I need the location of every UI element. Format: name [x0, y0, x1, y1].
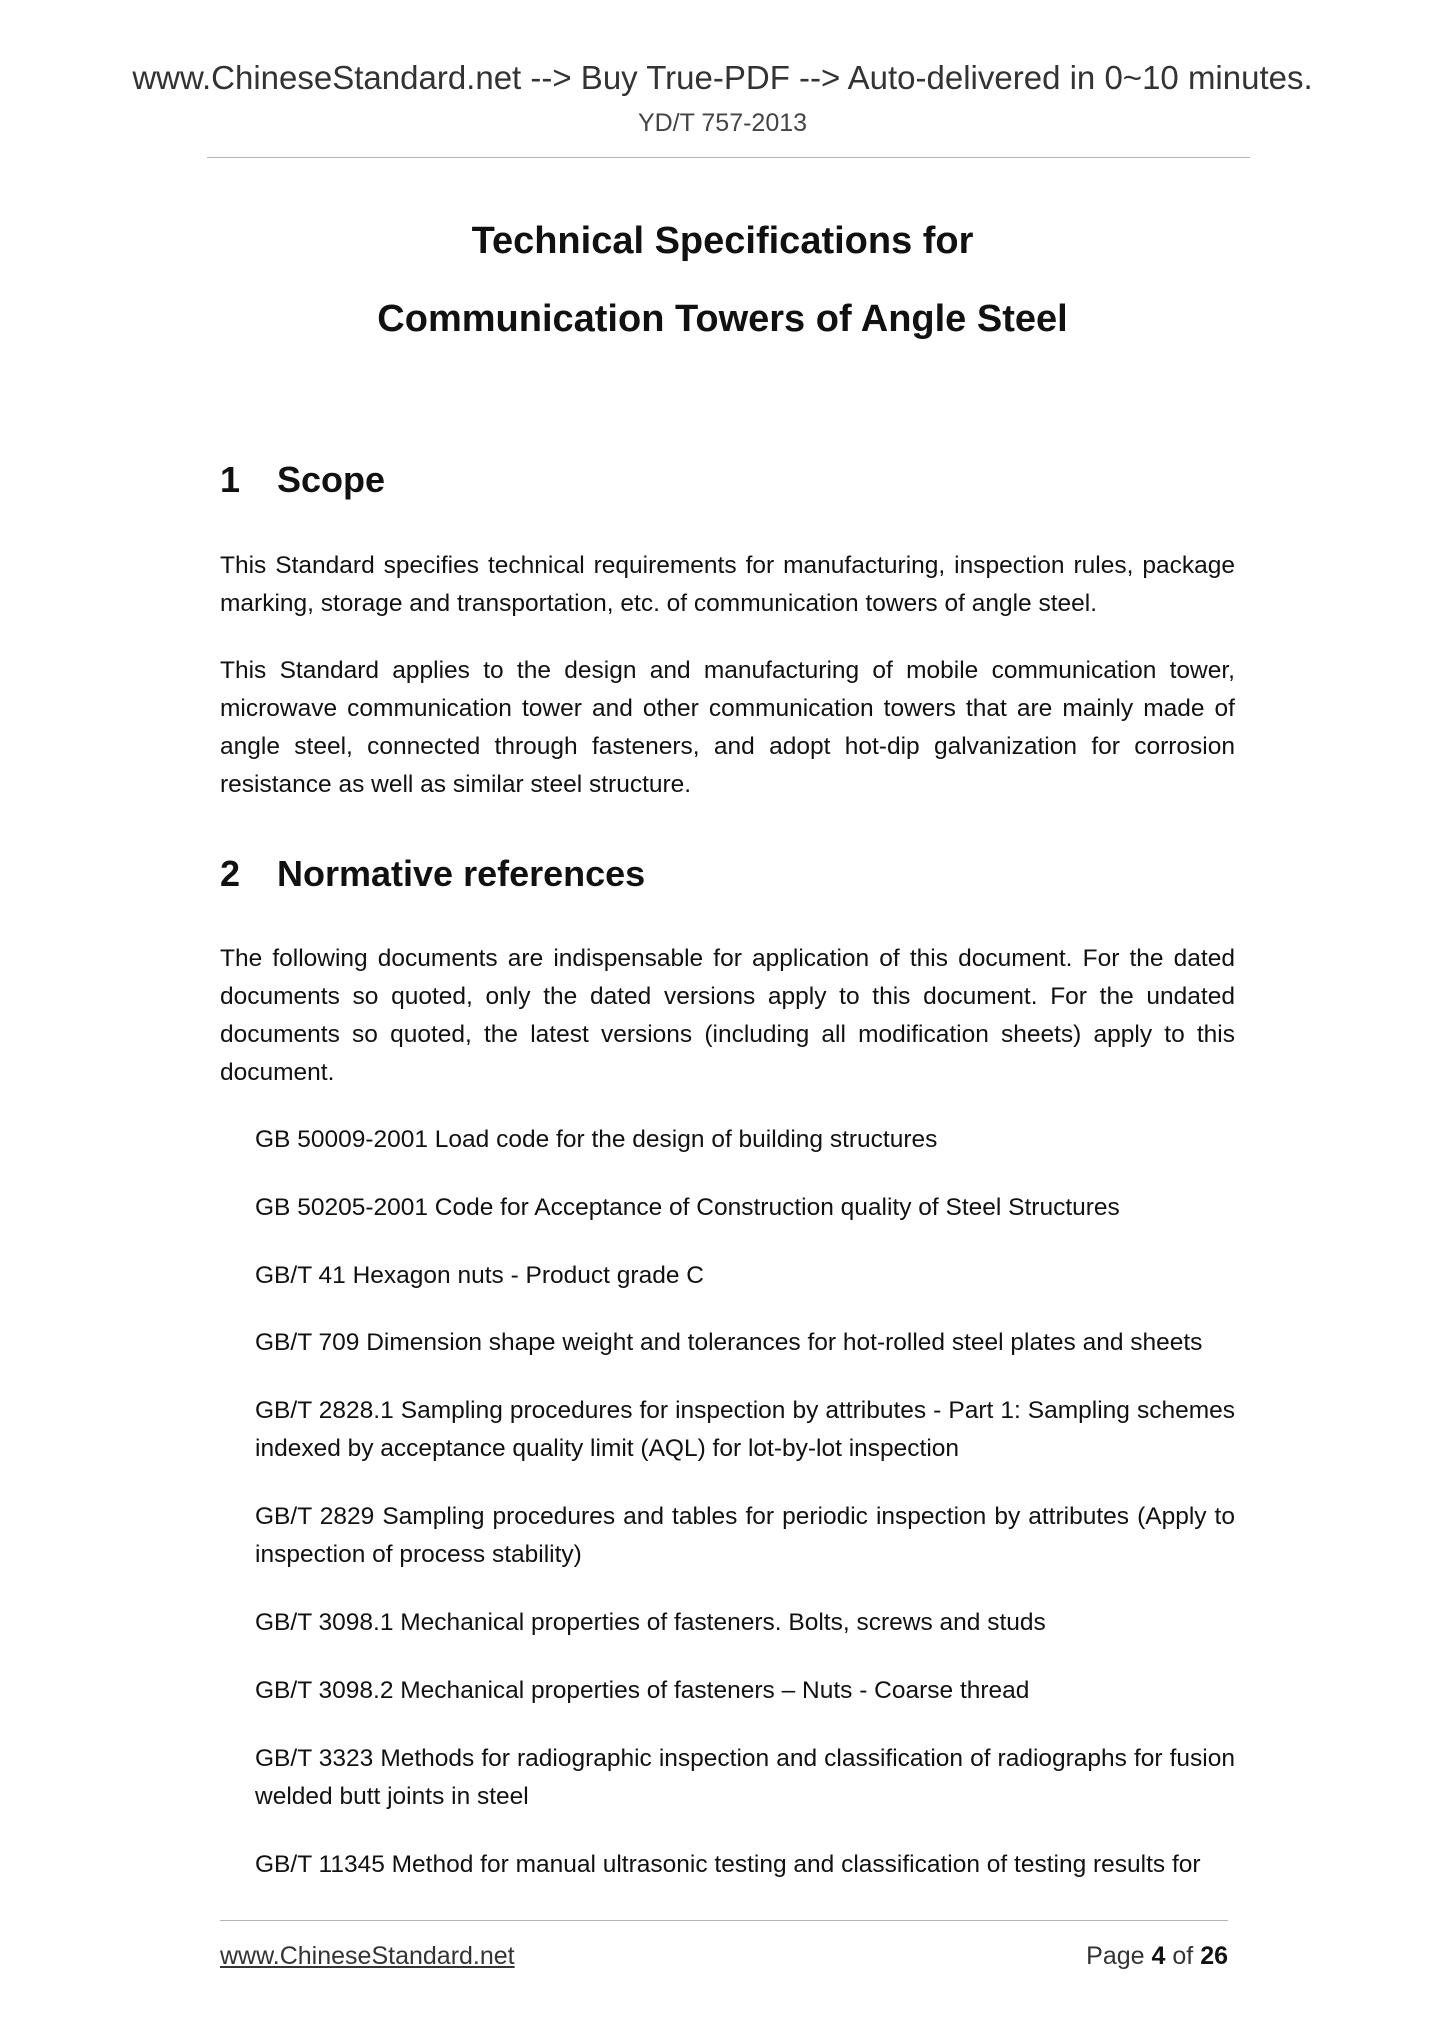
- references-intro: The following documents are indispensable for application of this document. For the dated documents so quoted, only the dated versions apply to this document. For the undated documents so quoted, the latest versions (including all modification sheets) apply to this document.: [220, 945, 1235, 1086]
- reference-item: GB 50205-2001 Code for Acceptance of Construction quality of Steel Structures: [255, 1194, 1120, 1221]
- page-total: 26: [1200, 1942, 1228, 1970]
- page-current: 4: [1151, 1942, 1166, 1970]
- header-divider: [207, 157, 1250, 158]
- page-of: of: [1172, 1942, 1194, 1970]
- section-2-heading: [220, 852, 645, 896]
- page-label: Page: [1086, 1942, 1145, 1970]
- reference-item: GB/T 3323 Methods for radiographic inspection and classification of radiographs for fusion welded butt joints in steel: [255, 1745, 1235, 1810]
- section-1-heading: [220, 458, 385, 502]
- scope-paragraph-2: This Standard applies to the design and manufacturing of mobile communication tower, microwave communication tower and other communication towers that are mainly made of angle steel, connected through fasteners, and adopt hot-dip galvanization for corrosion resistance as well as similar steel structure.: [220, 657, 1235, 798]
- footer-website-link[interactable]: www.ChineseStandard.net: [220, 1942, 515, 1970]
- reference-item: GB/T 2829 Sampling procedures and tables for periodic inspection by attributes (Apply to inspection of process stability): [255, 1503, 1235, 1568]
- reference-item: GB/T 3098.2 Mechanical properties of fasteners – Nuts - Coarse thread: [255, 1677, 1030, 1704]
- reference-item: GB/T 2828.1 Sampling procedures for inspection by attributes - Part 1: Sampling schemes indexed by acceptance quality limit (AQL) for lot-by-lot inspection: [255, 1397, 1235, 1462]
- scope-paragraph-1: This Standard specifies technical requirements for manufacturing, inspection rules, package marking, storage and transportation, etc. of communication towers of angle steel.: [220, 552, 1235, 617]
- document-title-line-1: Technical Specifications for: [471, 220, 974, 262]
- reference-item: GB/T 41 Hexagon nuts - Product grade C: [255, 1262, 704, 1289]
- document-code: YD/T 757-2013: [637, 109, 808, 137]
- reference-item: GB/T 11345 Method for manual ultrasonic testing and classification of testing results for: [255, 1851, 1201, 1878]
- reference-item: GB/T 709 Dimension shape weight and tolerances for hot-rolled steel plates and sheets: [255, 1329, 1203, 1356]
- reference-item: GB 50009-2001 Load code for the design of building structures: [255, 1126, 938, 1153]
- section-2-number: 2: [220, 853, 241, 894]
- section-1-title: Scope: [277, 459, 386, 500]
- document-title-line-2: Communication Towers of Angle Steel: [377, 298, 1068, 340]
- reference-item: GB/T 3098.1 Mechanical properties of fasteners. Bolts, screws and studs: [255, 1609, 1046, 1636]
- purchase-banner: www.ChineseStandard.net --> Buy True-PDF --> Auto-delivered in 0~10 minutes.: [132, 59, 1313, 96]
- footer-divider: [220, 1920, 1228, 1921]
- section-2-title: Normative references: [277, 853, 646, 894]
- page-number: [1000, 1940, 1228, 1972]
- section-1-number: 1: [220, 459, 241, 500]
